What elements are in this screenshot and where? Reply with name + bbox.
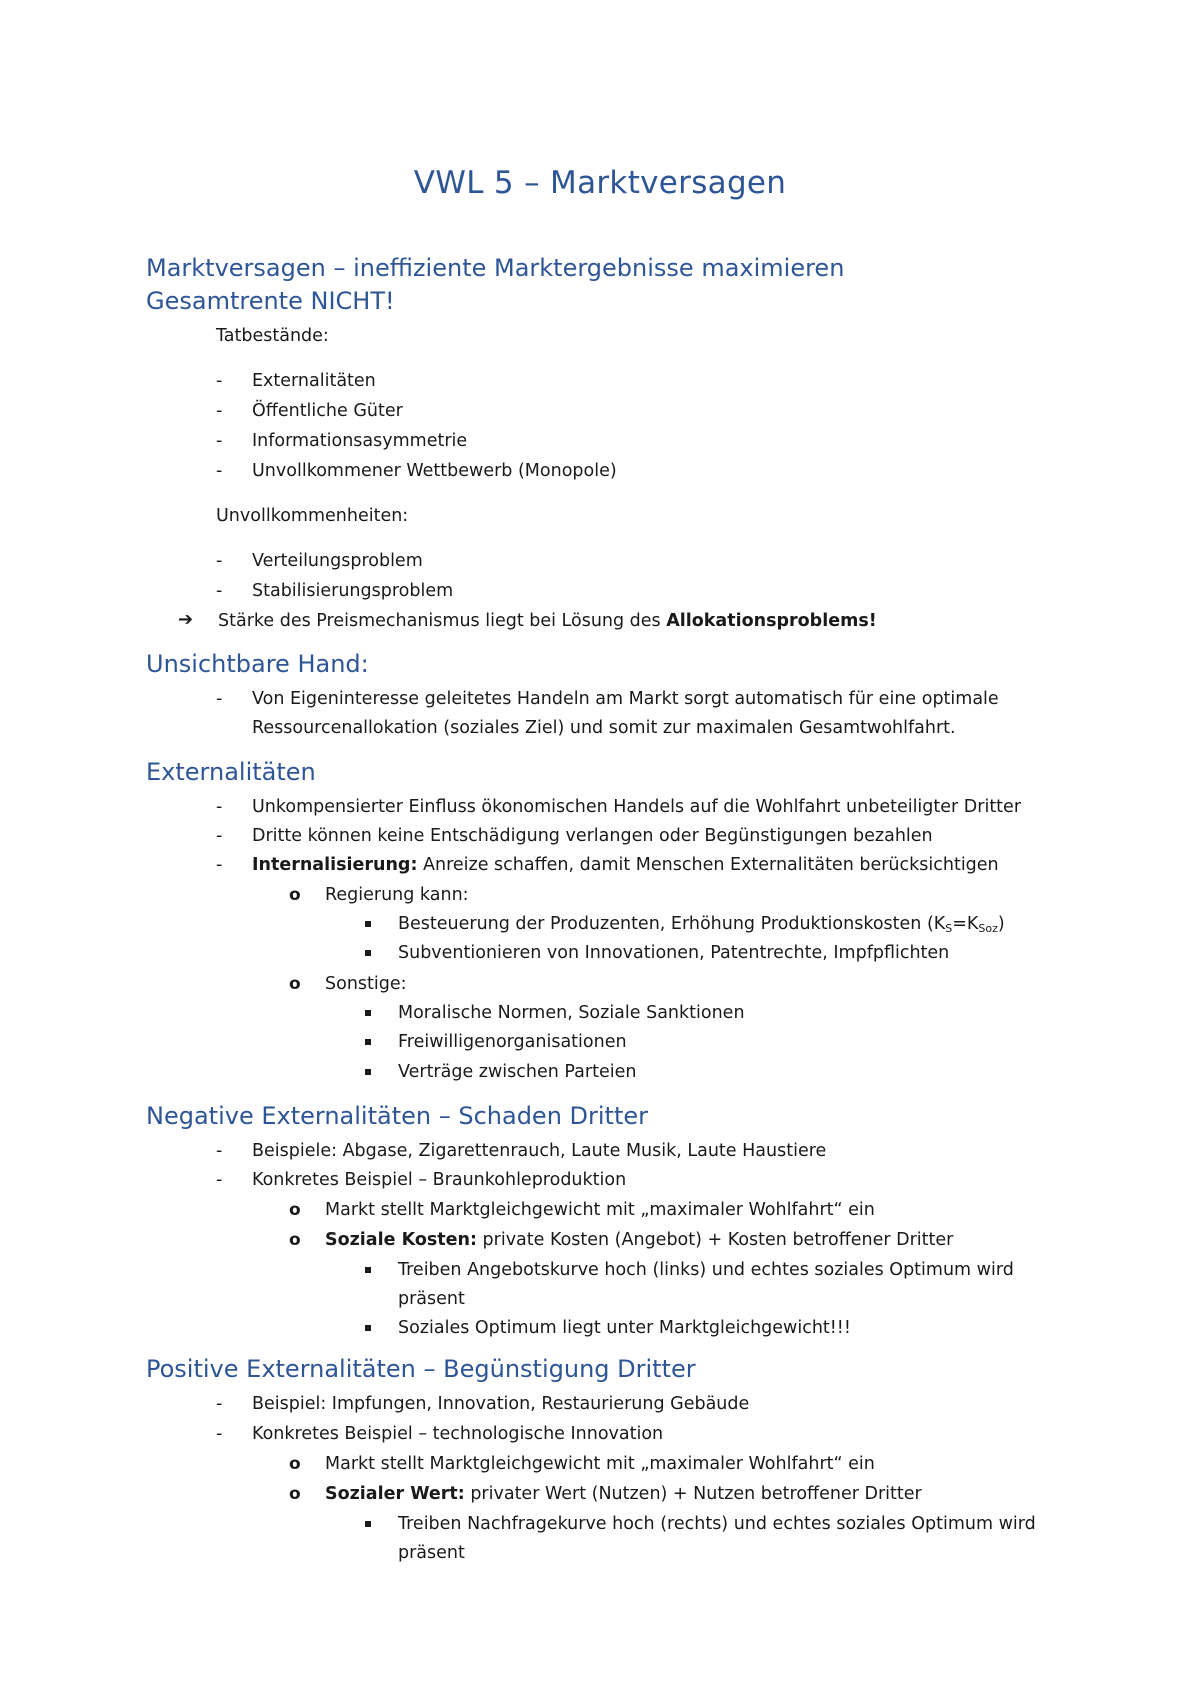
heading-line: Marktversagen – ineffiziente Marktergebnisse maximieren <box>146 254 845 282</box>
list-item: Externalitäten <box>252 371 376 391</box>
circle-bullet: o <box>289 1230 301 1250</box>
square-bullet <box>365 1069 371 1075</box>
list-item: Beispiele: Abgase, Zigarettenrauch, Laute Musik, Laute Haustiere <box>252 1141 827 1161</box>
section-heading-negative-externalitaeten: Negative Externalitäten – Schaden Dritter <box>146 1102 648 1130</box>
sub-sub-item-line: präsent <box>398 1289 465 1309</box>
square-bullet <box>365 1010 371 1016</box>
item-bold: Internalisierung: <box>252 855 418 875</box>
list-item: Unkompensierter Einfluss ökonomischen Handels auf die Wohlfahrt unbeteiligter Dritter <box>252 797 1022 817</box>
item-text: privater Wert (Nutzen) + Nutzen betroffener Dritter <box>464 1484 922 1504</box>
tatbestaende-label: Tatbestände: <box>216 326 329 346</box>
item-bold: Sozialer Wert: <box>325 1484 465 1504</box>
sub-item <box>325 1483 922 1505</box>
dash-bullet: - <box>216 401 223 421</box>
sub-sub-item-line: Treiben Nachfragekurve hoch (rechts) und echtes soziales Optimum wird <box>398 1514 1036 1534</box>
square-bullet <box>365 1521 371 1527</box>
dash-bullet: - <box>216 461 223 481</box>
text-part: =K <box>952 914 979 934</box>
dash-bullet: - <box>216 1394 223 1414</box>
arrow-icon: ➔ <box>178 609 194 630</box>
arrow-statement <box>218 610 877 632</box>
sub-sub-item: Soziales Optimum liegt unter Marktgleichgewicht!!! <box>398 1318 851 1338</box>
section-heading-positive-externalitaeten: Positive Externalitäten – Begünstigung Dritter <box>146 1355 696 1383</box>
dash-bullet: - <box>216 689 223 709</box>
square-bullet <box>365 950 371 956</box>
dash-bullet: - <box>216 826 223 846</box>
list-item: Verteilungsproblem <box>252 551 423 571</box>
list-item: Öffentliche Güter <box>252 401 403 421</box>
statement-text: Stärke des Preismechanismus liegt bei Lösung des <box>218 611 667 631</box>
dash-bullet: - <box>216 797 223 817</box>
list-item: Beispiel: Impfungen, Innovation, Restaurierung Gebäude <box>252 1394 750 1414</box>
item-bold: Soziale Kosten: <box>325 1230 477 1250</box>
heading-line: Gesamtrente NICHT! <box>146 287 395 315</box>
circle-bullet: o <box>289 1484 301 1504</box>
dash-bullet: - <box>216 551 223 571</box>
circle-bullet: o <box>289 885 301 905</box>
subscript: Soz <box>978 922 998 935</box>
sub-item: Markt stellt Marktgleichgewicht mit „maximaler Wohlfahrt“ ein <box>325 1454 875 1474</box>
item-text: Anreize schaffen, damit Menschen Externalitäten berücksichtigen <box>417 855 999 875</box>
sub-sub-item <box>398 913 1005 940</box>
circle-bullet: o <box>289 974 301 994</box>
subscript: S <box>945 922 953 935</box>
document-title: VWL 5 – Marktversagen <box>413 165 787 201</box>
sub-sub-item-line: präsent <box>398 1543 465 1563</box>
square-bullet <box>365 1267 371 1273</box>
list-item: Unvollkommener Wettbewerb (Monopole) <box>252 461 617 481</box>
sub-sub-item: Freiwilligenorganisationen <box>398 1032 627 1052</box>
sub-item: Regierung kann: <box>325 885 469 905</box>
circle-bullet: o <box>289 1200 301 1220</box>
section-heading-externalitaeten: Externalitäten <box>146 758 316 786</box>
list-item: Stabilisierungsproblem <box>252 581 454 601</box>
square-bullet <box>365 1325 371 1331</box>
dash-bullet: - <box>216 855 223 875</box>
sub-item <box>325 1229 953 1251</box>
section-heading-marktversagen <box>146 252 1106 318</box>
circle-bullet: o <box>289 1454 301 1474</box>
list-item-line: Ressourcenallokation (soziales Ziel) und somit zur maximalen Gesamtwohlfahrt. <box>252 718 956 738</box>
list-item: Konkretes Beispiel – technologische Innovation <box>252 1424 664 1444</box>
unvollkommenheiten-label: Unvollkommenheiten: <box>216 506 409 526</box>
text-part: Besteuerung der Produzenten, Erhöhung Produktionskosten (K <box>398 914 946 934</box>
square-bullet <box>365 921 371 927</box>
statement-bold: Allokationsproblems! <box>666 611 877 631</box>
sub-sub-item: Moralische Normen, Soziale Sanktionen <box>398 1003 745 1023</box>
sub-sub-item-line: Treiben Angebotskurve hoch (links) und echtes soziales Optimum wird <box>398 1260 1014 1280</box>
sub-sub-item: Subventionieren von Innovationen, Patentrechte, Impfpflichten <box>398 943 950 963</box>
text-part: ) <box>997 914 1005 934</box>
dash-bullet: - <box>216 371 223 391</box>
dash-bullet: - <box>216 431 223 451</box>
sub-sub-item: Verträge zwischen Parteien <box>398 1062 637 1082</box>
sub-item: Sonstige: <box>325 974 407 994</box>
dash-bullet: - <box>216 1170 223 1190</box>
list-item <box>252 854 999 876</box>
sub-item: Markt stellt Marktgleichgewicht mit „maximaler Wohlfahrt“ ein <box>325 1200 875 1220</box>
list-item: Konkretes Beispiel – Braunkohleproduktion <box>252 1170 627 1190</box>
item-text: private Kosten (Angebot) + Kosten betroffener Dritter <box>476 1230 954 1250</box>
list-item-line: Von Eigeninteresse geleitetes Handeln am Markt sorgt automatisch für eine optimale <box>252 689 999 709</box>
list-item: Dritte können keine Entschädigung verlangen oder Begünstigungen bezahlen <box>252 826 933 846</box>
dash-bullet: - <box>216 581 223 601</box>
section-heading-unsichtbare-hand: Unsichtbare Hand: <box>146 650 369 678</box>
square-bullet <box>365 1039 371 1045</box>
list-item: Informationsasymmetrie <box>252 431 468 451</box>
dash-bullet: - <box>216 1424 223 1444</box>
dash-bullet: - <box>216 1141 223 1161</box>
